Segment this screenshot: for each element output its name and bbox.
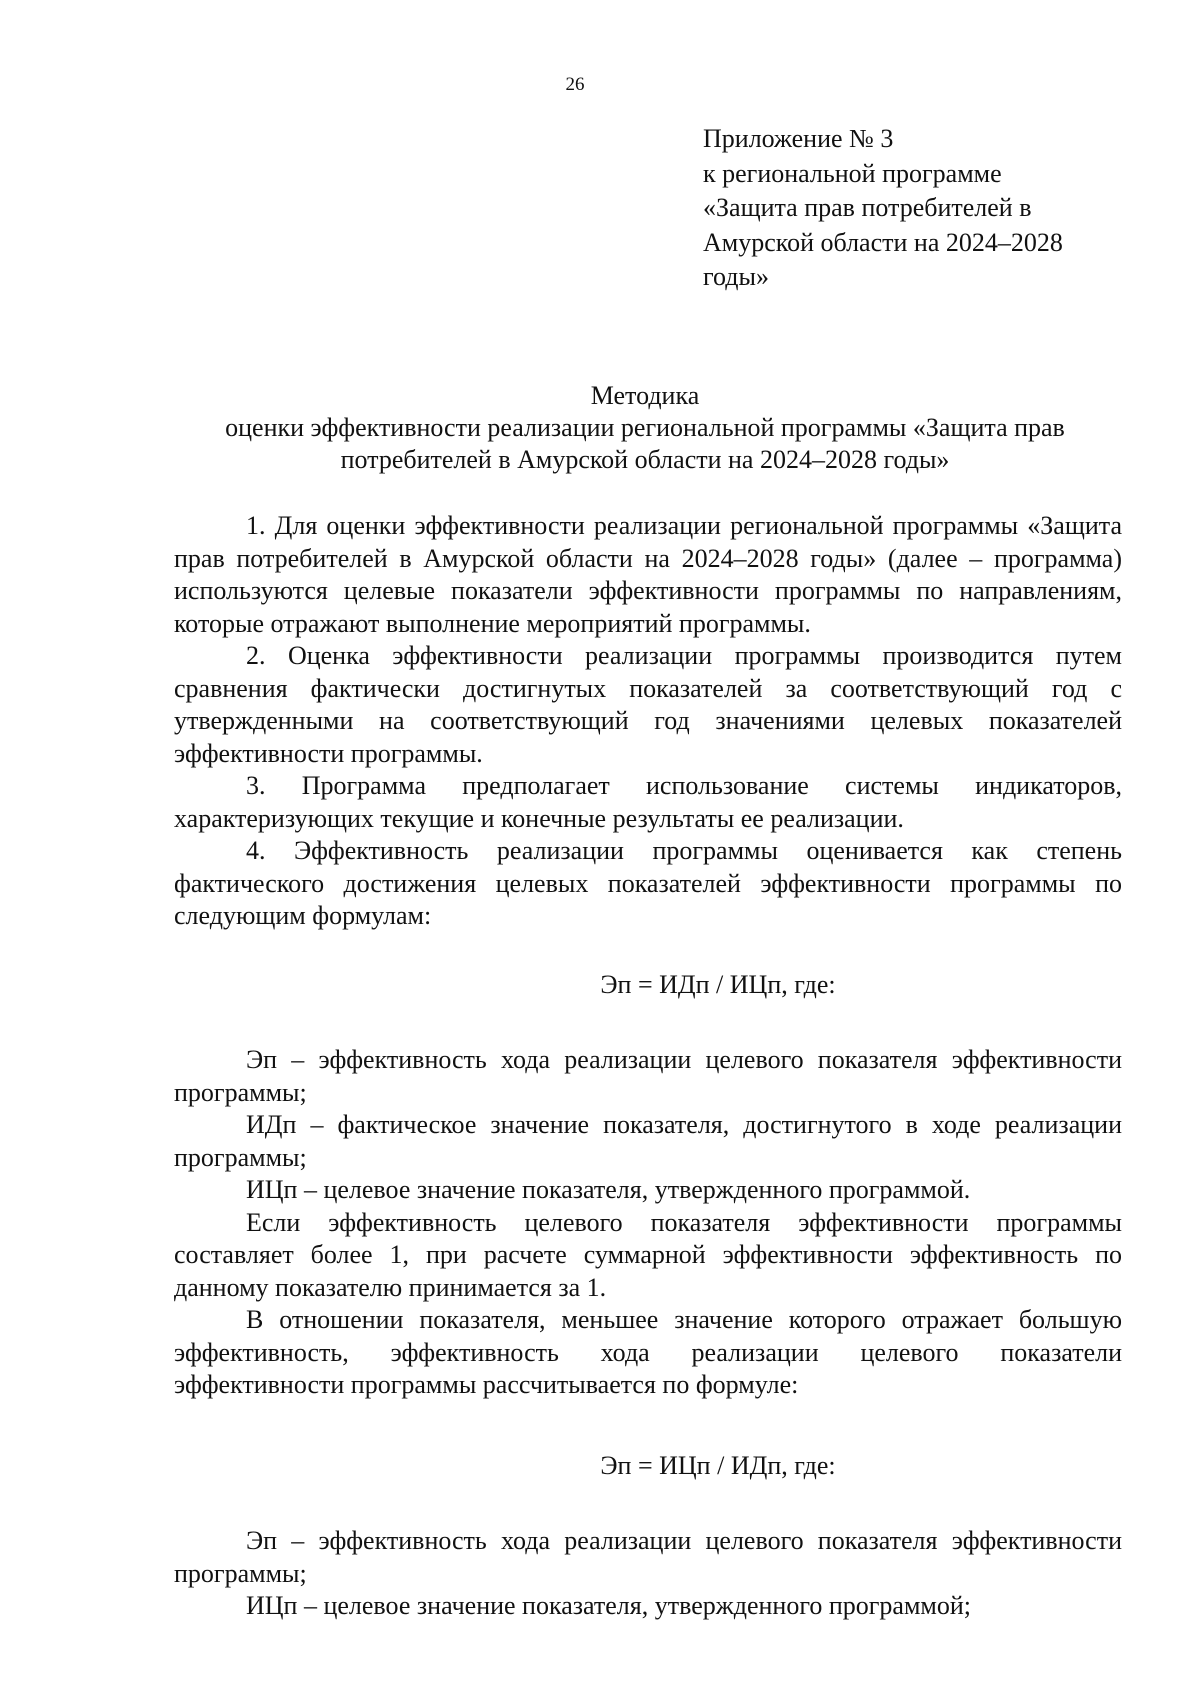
- appendix-line: к региональной программе: [703, 158, 1002, 188]
- formula-1: Эп = ИДп / ИЦп, где:: [600, 969, 836, 999]
- appendix-line: Приложение № 3: [703, 124, 894, 153]
- definition-icp-2: ИЦп – целевое значение показателя, утвержденного программой;: [246, 1591, 971, 1620]
- paragraph-5: Если эффективность целевого показателя эффективности программы составляет более 1, при расчете суммарной эффективности эффективность по данному показателю принимается за 1.: [174, 1207, 1122, 1302]
- appendix-line: годы»: [703, 262, 769, 291]
- paragraph-2: 2. Оценка эффективности реализации программы производится путем сравнения фактически достигнутых показателей за соответствующий год с утвержденными на соответствующий год значениями целевых показателей эффективности программы.: [174, 641, 1122, 768]
- paragraph-6: В отношении показателя, меньшее значение которого отражает большую эффективность, эффективность хода реализации целевого показатели эффективности программы рассчитывается по формуле:: [174, 1305, 1122, 1399]
- page-number: 26: [565, 74, 585, 95]
- definition-ep-2: Эп – эффективность хода реализации целевого показателя эффективности программы;: [174, 1526, 1122, 1588]
- definition-icp: ИЦп – целевое значение показателя, утвержденного программой.: [246, 1175, 971, 1204]
- title-line: оценки эффективности реализации региональной программы «Защита прав: [225, 413, 1065, 442]
- paragraph-3: 3. Программа предполагает использование системы индикаторов, характеризующих текущие и конечные результаты ее реализации.: [174, 771, 1122, 833]
- appendix-header: [703, 122, 1123, 295]
- formula-2: Эп = ИЦп / ИДп, где:: [600, 1450, 836, 1480]
- document-body: [174, 510, 1122, 1623]
- title-line: потребителей в Амурской области на 2024–2028 годы»: [340, 445, 950, 474]
- paragraph-1: 1. Для оценки эффективности реализации региональной программы «Защита прав потребителей в Амурской области на 2024–2028 годы» (далее – программа) используются целевые показатели эффективности программы по направлениям, которые отражают выполнение мероприятий программы.: [174, 511, 1122, 638]
- definition-ep: Эп – эффективность хода реализации целевого показателя эффективности программы;: [174, 1045, 1122, 1107]
- appendix-line: «Защита прав потребителей в: [703, 193, 1032, 222]
- paragraph-4: 4. Эффективность реализации программы оценивается как степень фактического достижения целевых показателей эффективности программы по следующим формулам:: [174, 836, 1122, 930]
- appendix-line: Амурской области на 2024–2028: [703, 227, 1063, 257]
- title-line: Методика: [590, 381, 700, 410]
- definition-idp: ИДп – фактическое значение показателя, достигнутого в ходе реализации программы;: [174, 1110, 1122, 1172]
- document-title: [150, 380, 1140, 476]
